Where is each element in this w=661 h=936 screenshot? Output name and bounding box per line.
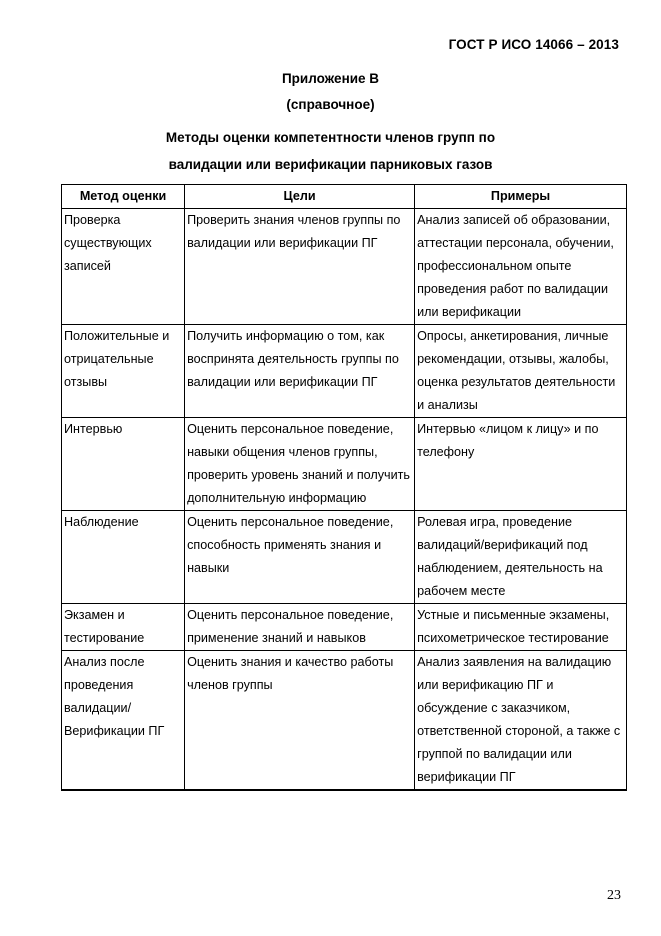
goal-cell: Оценить персональное поведение, способность применять знания и навыки — [185, 511, 415, 604]
examples-cell: Интервью «лицом к лицу» и по телефону — [415, 418, 627, 511]
document-standard-id: ГОСТ Р ИСО 14066 – 2013 — [448, 37, 619, 52]
table-row — [62, 418, 627, 511]
annex-title: Приложение В — [281, 71, 380, 86]
examples-cell: Анализ записей об образовании, аттестации персонала, обучении, профессиональном опыте проведения работ по валидации или верификации — [415, 209, 627, 325]
method-cell: Проверка существующих записей — [62, 209, 185, 325]
examples-cell: Анализ заявления на валидацию или верификацию ПГ и обсуждение с заказчиком, ответственной стороной, а также с группой по валидации или верификации ПГ — [415, 651, 627, 791]
goal-cell: Оценить персональное поведение, применение знаний и навыков — [185, 604, 415, 651]
examples-cell: Ролевая игра, проведение валидаций/верификаций под наблюдением, деятельность на рабочем месте — [415, 511, 627, 604]
column-header-goal: Цели — [185, 185, 415, 209]
examples-cell: Опросы, анкетирования, личные рекомендации, отзывы, жалобы, оценка результатов деятельности и анализы — [415, 325, 627, 418]
goal-cell: Проверить знания членов группы по валидации или верификации ПГ — [185, 209, 415, 325]
annex-heading — [0, 124, 661, 178]
annex-heading-line-2: валидации или верификации парниковых газов — [168, 157, 493, 172]
annex-heading-line-1: Методы оценки компетентности членов групп по — [165, 130, 496, 145]
page-number: 23 — [607, 888, 621, 903]
method-cell: Наблюдение — [62, 511, 185, 604]
table-row — [62, 651, 627, 791]
table-row — [62, 209, 627, 325]
method-cell: Интервью — [62, 418, 185, 511]
goal-cell: Оценить знания и качество работы членов группы — [185, 651, 415, 791]
column-header-examples: Примеры — [415, 185, 627, 209]
method-cell: Экзамен и тестирование — [62, 604, 185, 651]
competence-methods-table — [61, 184, 627, 791]
goal-cell: Получить информацию о том, как воспринята деятельность группы по валидации или верификации ПГ — [185, 325, 415, 418]
table-row — [62, 325, 627, 418]
table-row — [62, 511, 627, 604]
method-cell: Положительные и отрицательные отзывы — [62, 325, 185, 418]
method-cell: Анализ после проведения валидации/ Верификации ПГ — [62, 651, 185, 791]
table-row — [62, 604, 627, 651]
examples-cell: Устные и письменные экзамены, психометрическое тестирование — [415, 604, 627, 651]
table-header-row — [62, 185, 627, 209]
goal-cell: Оценить персональное поведение, навыки общения членов группы, проверить уровень знаний и получить дополнительную информацию — [185, 418, 415, 511]
annex-status: (справочное) — [286, 97, 375, 112]
column-header-method: Метод оценки — [62, 185, 185, 209]
